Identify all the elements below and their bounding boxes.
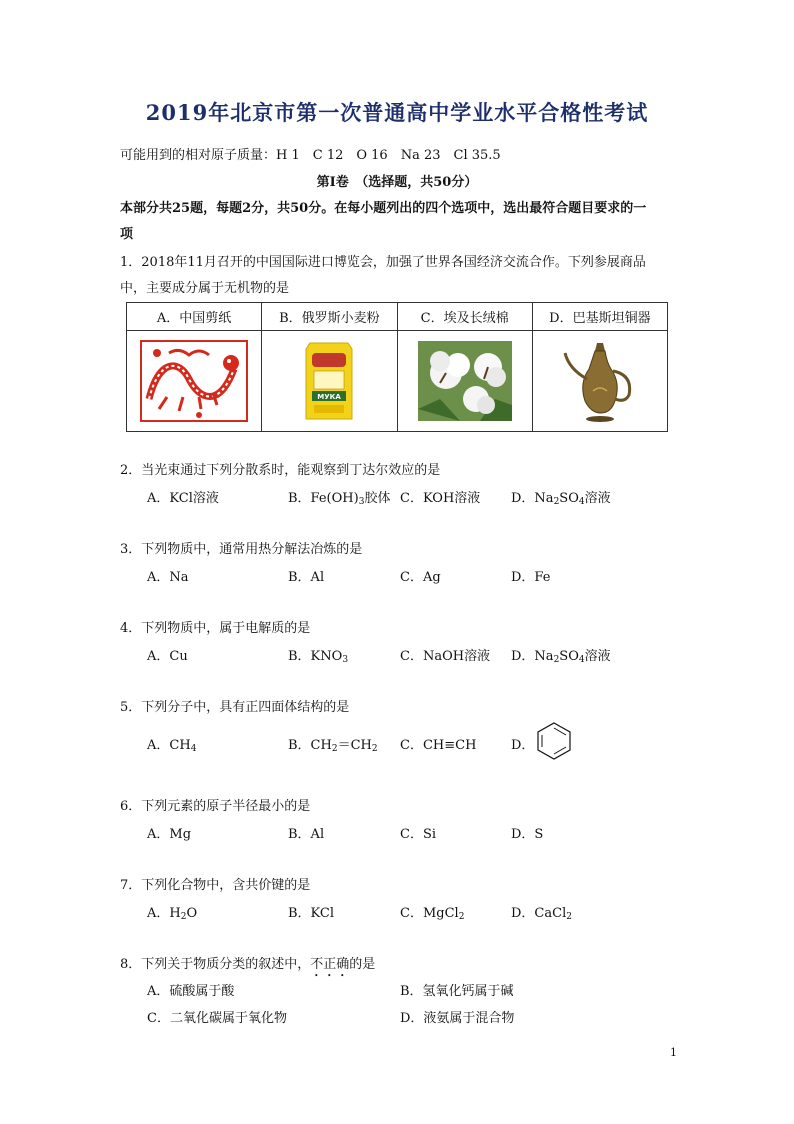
q7-stem: 7．下列化合物中，含共价键的是 (120, 878, 311, 893)
q7-option-a: A．$H_2O$ (147, 906, 198, 922)
q2-option-c: C．KOH溶液 (400, 491, 481, 506)
flour-bag-image (274, 339, 384, 423)
q1-stem-line1: 1．2018年11月召开的中国国际进口博览会，加强了世界各国经济交流合作。下列参展商品 (120, 255, 646, 270)
benzene-ring-icon (533, 720, 575, 762)
q3-option-c: C．Ag (400, 570, 441, 585)
q1-option-c-label: C．埃及长绒棉 (397, 303, 532, 331)
q8-option-b: B．氢氧化钙属于碱 (400, 984, 514, 999)
q4-option-d: D．$Na_2SO_4$溶液 (511, 649, 611, 665)
flour-brand-text: МУКА (317, 393, 342, 401)
q6-option-c: C．Si (400, 827, 437, 842)
q5-option-c: C．CH≡CH (400, 738, 477, 753)
q7-option-d: D．CaCl$_2$ (511, 906, 572, 922)
exam-title: 2019年北京市第一次普通高中学业水平合格性考试 (145, 100, 649, 125)
cotton-image (410, 339, 520, 423)
q8-option-d: D．液氨属于混合物 (400, 1011, 515, 1026)
q6-option-d: D．S (511, 827, 544, 842)
q3-stem: 3．下列物质中，通常用热分解法冶炼的是 (120, 542, 363, 557)
instructions-line2: 项 (120, 227, 134, 242)
q1-option-b-image-cell (262, 331, 397, 432)
q1-options-table (126, 302, 668, 432)
q8-option-a: A．硫酸属于酸 (147, 984, 235, 999)
copper-ewer-image (545, 339, 655, 423)
q3-option-b: B．Al (288, 570, 325, 585)
paper-cut-dragon-image (139, 339, 249, 423)
q1-option-d-label: D．巴基斯坦铜器 (532, 303, 667, 331)
q5-option-a: A．$CH_4$ (147, 738, 197, 754)
q8-option-c: C．二氧化碳属于氧化物 (147, 1011, 287, 1026)
instructions-line1: 本部分共25题，每题2分，共50分。在每小题列出的四个选项中，选出最符合题目要求的一 (120, 201, 647, 216)
q5-stem: 5．下列分子中，具有正四面体结构的是 (120, 700, 350, 715)
page-number: 1 (670, 1046, 677, 1059)
q4-stem: 4．下列物质中，属于电解质的是 (120, 621, 311, 636)
atomic-masses: 可能用到的相对原子质量：H 1 C 12 O 16 Na 23 Cl 35.5 (120, 148, 501, 163)
section-title: 第Ⅰ卷 （选择题，共50分） (316, 175, 478, 190)
q1-option-c-image-cell (397, 331, 532, 432)
q6-option-a: A．Mg (147, 827, 192, 842)
q5-option-d: D． (511, 738, 535, 753)
q5-option-b: B．$CH_2=CH_2$ (288, 738, 378, 754)
q1-option-d-image-cell (532, 331, 667, 432)
q4-option-b: B．$KNO_3$ (288, 649, 349, 665)
q3-option-a: A．Na (147, 570, 189, 585)
q6-option-b: B．Al (288, 827, 325, 842)
q4-option-c: C．NaOH溶液 (400, 649, 491, 664)
q1-option-b-label: B．俄罗斯小麦粉 (262, 303, 397, 331)
q6-stem: 6．下列元素的原子半径最小的是 (120, 799, 311, 814)
q2-option-a: A．KCl溶液 (147, 491, 219, 506)
q7-option-c: C．MgCl$_2$ (400, 906, 465, 922)
q8-stem: 8．下列关于物质分类的叙述中，不正确的是 (120, 957, 376, 972)
q7-option-b: B．KCl (288, 906, 335, 921)
q8-emphasis-not-correct: 不正确 (310, 957, 350, 972)
q3-option-d: D．Fe (511, 570, 551, 585)
q1-stem-line2: 中，主要成分属于无机物的是 (120, 281, 290, 296)
q1-option-a-image-cell (127, 331, 262, 432)
q2-option-b: B．$Fe(OH)_3$胶体 (288, 491, 391, 507)
q2-option-d: D．$Na_2SO_4$溶液 (511, 491, 611, 507)
q4-option-a: A．Cu (147, 649, 188, 664)
q2-stem: 2．当光束通过下列分散系时，能观察到丁达尔效应的是 (120, 463, 441, 478)
q1-option-a-label: A．中国剪纸 (127, 303, 262, 331)
